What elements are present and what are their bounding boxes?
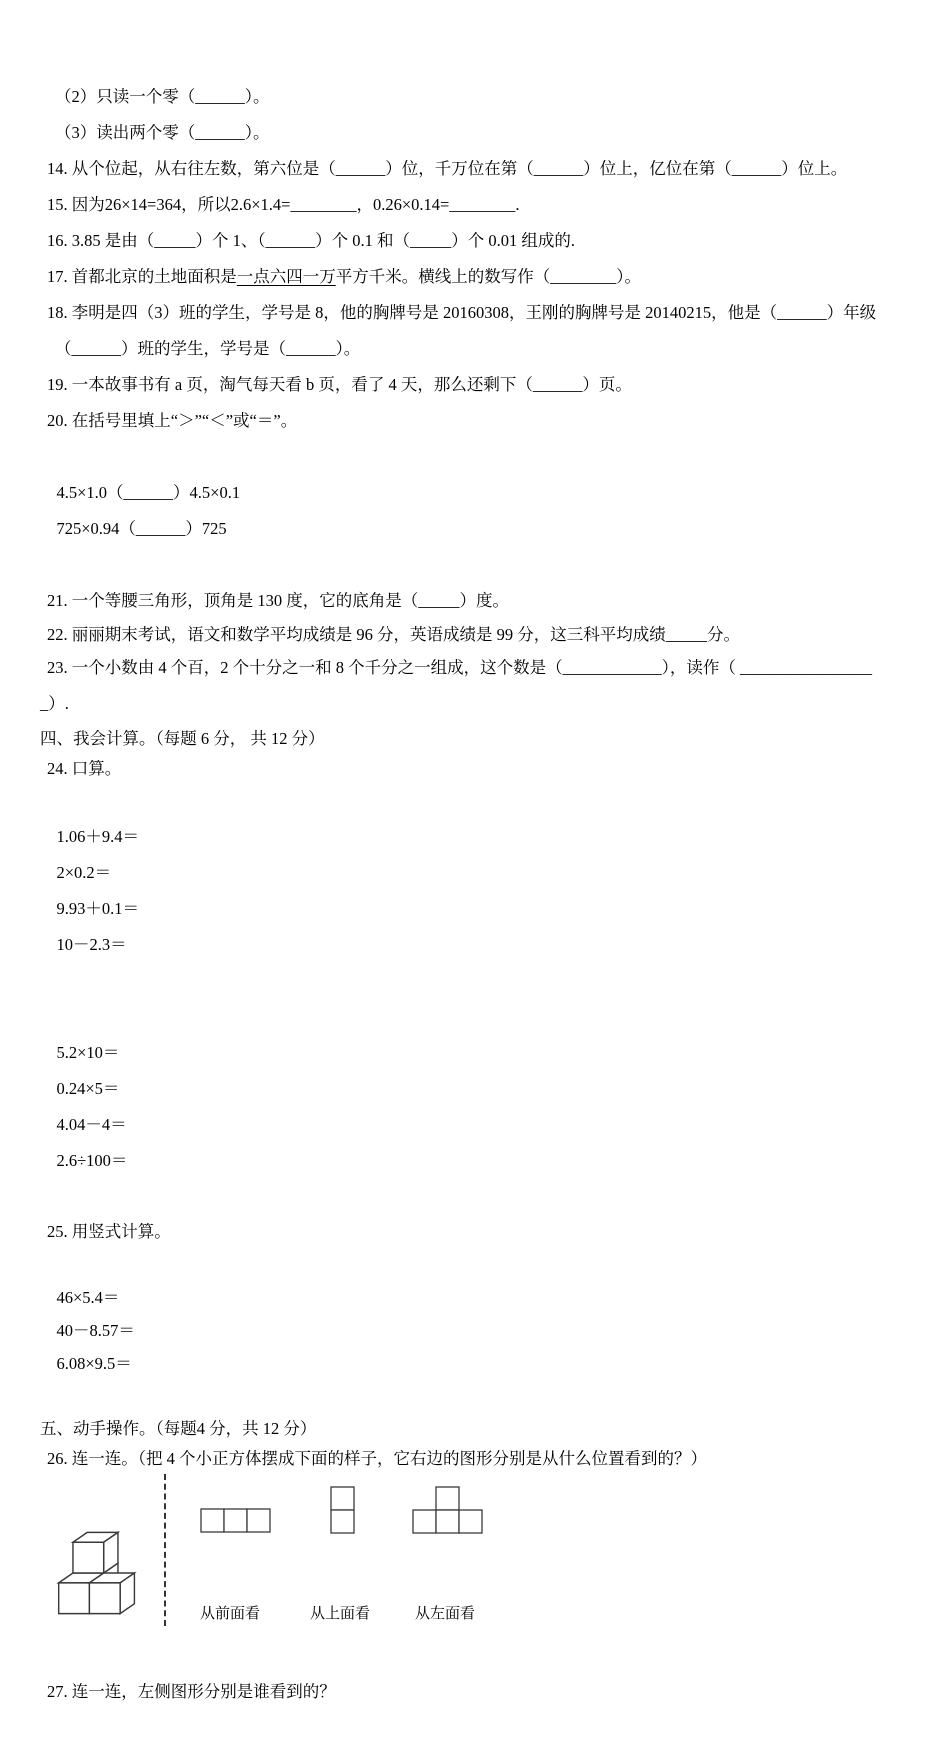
grid-cell <box>331 1487 354 1510</box>
question-17-suffix: 平方千米。横线上的数写作（________）。 <box>335 267 641 286</box>
oral-expression: 9.93＋0.1＝ <box>56 899 139 918</box>
grid-cell <box>459 1510 482 1533</box>
oral-expression: 4.04－4＝ <box>56 1115 127 1134</box>
question-24-label: 24. 口算。 <box>47 759 122 778</box>
cube-face <box>59 1583 90 1614</box>
oral-expression: 5.2×10＝ <box>56 1043 120 1062</box>
grid-cell <box>413 1510 436 1533</box>
cube-face <box>89 1583 120 1614</box>
top-view-label: 从上面看 <box>310 1606 371 1622</box>
oral-expression: 10－2.3＝ <box>56 935 127 954</box>
vertical-expression: 6.08×9.5＝ <box>56 1354 132 1373</box>
question-23-line1: 23. 一个小数由 4 个百，2 个十分之一和 8 个千分之一组成，这个数是（____________），读作（ ________________ <box>47 658 872 677</box>
section-4-heading: 四、我会计算。（每题 6 分， 共 12 分） <box>40 729 325 748</box>
question-27: 27. 连一连，左侧图形分别是谁看到的？ <box>47 1682 336 1701</box>
question-20: 20. 在括号里填上“＞”“＜”或“＝”。 <box>47 411 298 430</box>
question-subitem-3: （3）读出两个零（______）。 <box>55 123 270 142</box>
question-22: 22. 丽丽期末考试，语文和数学平均成绩是 96 分，英语成绩是 99 分，这三科平均成绩_____分。 <box>47 625 740 644</box>
question-21: 21. 一个等腰三角形，顶角是 130 度，它的底角是（_____）度。 <box>47 591 509 610</box>
cube-face <box>73 1542 104 1573</box>
question-16: 16. 3.85 是由（_____）个 1、（______）个 0.1 和（_____）个 0.01 组成的. <box>47 231 575 250</box>
top-view-figure <box>330 1486 356 1535</box>
oral-calc-row-2 <box>40 999 914 1215</box>
question-15: 15. 因为26×14=364，所以2.6×1.4=________，0.26×0.14=________. <box>47 195 520 214</box>
vertical-expression: 46×5.4＝ <box>56 1288 120 1307</box>
left-view-figure <box>412 1486 483 1535</box>
front-view-figure <box>200 1508 271 1534</box>
isometric-cubes-figure <box>52 1528 140 1618</box>
grid-cell <box>224 1509 247 1532</box>
grid-cell <box>201 1509 224 1532</box>
oral-expression: 0.24×5＝ <box>56 1079 120 1098</box>
question-26: 26. 连一连。（把 4 个小正方体摆成下面的样子，它右边的图形分别是从什么位置看到的？） <box>47 1449 707 1468</box>
grid-cell <box>247 1509 270 1532</box>
vertical-calc-row <box>40 1248 914 1413</box>
comparison-expression-1: 4.5×1.0（______）4.5×0.1 <box>56 483 241 502</box>
dashed-divider <box>164 1474 166 1626</box>
front-view-label: 从前面看 <box>200 1606 261 1622</box>
question-17 <box>40 259 914 295</box>
grid-cell <box>436 1510 459 1533</box>
question-25-label: 25. 用竖式计算。 <box>47 1222 171 1241</box>
question-subitem-2: （2）只读一个零（______）。 <box>55 87 270 106</box>
grid-cell <box>331 1510 354 1533</box>
question-17-prefix: 17. 首都北京的土地面积是 <box>47 267 237 286</box>
question-19: 19. 一本故事书有 a 页，淘气每天看 b 页，看了 4 天，那么还剩下（______）页。 <box>47 375 632 394</box>
question-14: 14. 从个位起，从右往左数，第六位是（______）位，千万位在第（______）位上，亿位在第（______）位上。 <box>47 159 848 178</box>
question-18-line1: 18. 李明是四（3）班的学生，学号是 8，他的胸牌号是 20160308，王刚的胸牌号是 20140215，他是（______）年级 <box>47 303 877 322</box>
question-17-underlined-number: 一点六四一万 <box>236 267 336 286</box>
section-5-heading: 五、动手操作。（每题4 分，共 12 分） <box>40 1419 317 1438</box>
vertical-expression: 40－8.57＝ <box>56 1321 135 1340</box>
oral-expression: 2.6÷100＝ <box>56 1151 128 1170</box>
cube-views-diagram <box>40 1478 914 1664</box>
question-18-line2: （______）班的学生，学号是（______）。 <box>55 339 361 358</box>
oral-expression: 2×0.2＝ <box>56 863 112 882</box>
grid-cell <box>436 1487 459 1510</box>
question-23-line2: _）. <box>40 694 69 713</box>
comparison-expression-2: 725×0.94（______）725 <box>56 519 227 538</box>
oral-calc-row-1 <box>40 783 914 999</box>
left-view-label: 从左面看 <box>415 1606 476 1622</box>
question-20-expressions <box>40 439 914 583</box>
oral-expression: 1.06＋9.4＝ <box>56 827 139 846</box>
